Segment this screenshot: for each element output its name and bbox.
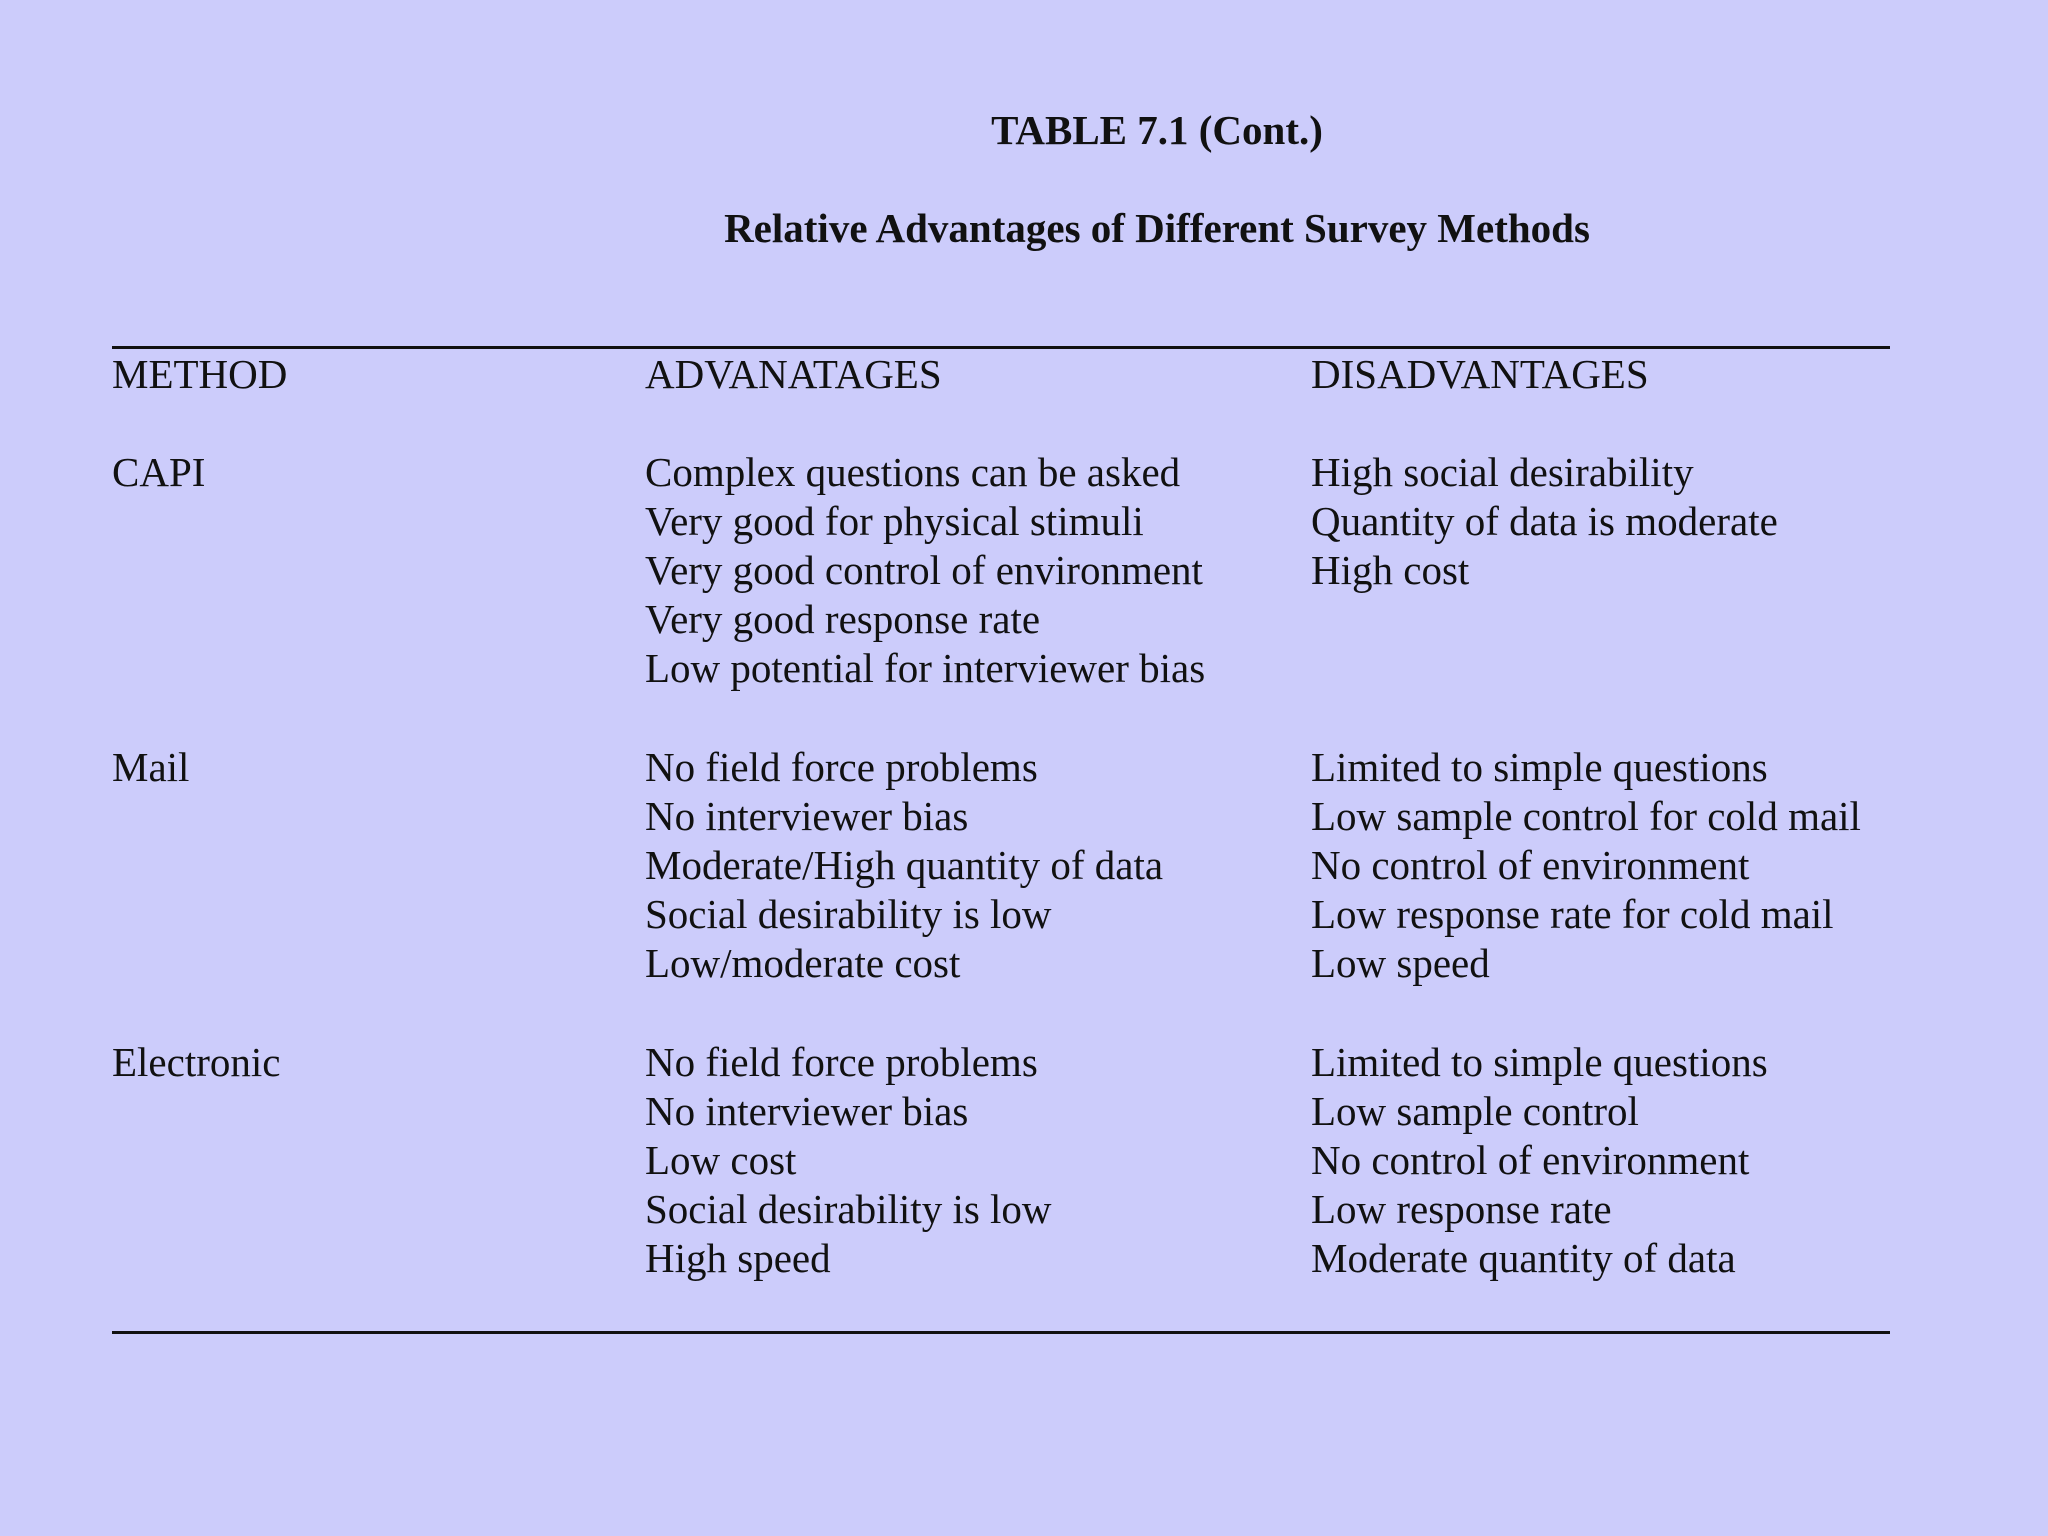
advantages-cell [645,743,1295,988]
disadvantage-item: No control of environment [1311,842,1750,888]
disadvantage-item: Low speed [1311,940,1490,986]
disadvantages-cell [1311,743,1951,988]
header-advantages: ADVANATAGES [645,351,942,397]
advantage-item: No field force problems [645,1039,1038,1085]
disadvantages-cell [1311,448,1951,595]
method-cell [112,743,632,792]
disadvantage-item: No control of environment [1311,1137,1750,1183]
table-header-row [112,350,1912,399]
disadvantage-item: Low sample control for cold mail [1311,793,1861,839]
advantage-item: Low cost [645,1137,797,1183]
method-name: Mail [112,744,190,790]
header-disadvantages: DISADVANTAGES [1311,351,1649,397]
advantages-cell [645,1038,1295,1283]
top-rule [112,346,1890,349]
advantage-item: No interviewer bias [645,793,969,839]
table-subtitle: Relative Advantages of Different Survey Methods [724,205,1590,251]
table-title: TABLE 7.1 (Cont.) [991,107,1323,153]
advantage-item: Low/moderate cost [645,940,961,986]
advantage-item: Very good response rate [645,596,1041,642]
bottom-rule [112,1331,1890,1334]
disadvantages-cell [1311,1038,1951,1283]
disadvantage-item: Low sample control [1311,1088,1639,1134]
advantage-item: Complex questions can be asked [645,449,1181,495]
advantage-item: Very good for physical stimuli [645,498,1144,544]
method-cell [112,1038,632,1087]
header-method: METHOD [112,351,288,397]
advantage-item: Moderate/High quantity of data [645,842,1164,888]
disadvantage-item: High cost [1311,547,1470,593]
advantage-item: Low potential for interviewer bias [645,645,1206,691]
advantage-item: Social desirability is low [645,891,1052,937]
advantage-item: Social desirability is low [645,1186,1052,1232]
advantages-cell [645,448,1295,693]
method-name: CAPI [112,449,206,495]
disadvantage-item: Limited to simple questions [1311,1039,1768,1085]
advantage-item: No interviewer bias [645,1088,969,1134]
advantage-item: High speed [645,1235,831,1281]
advantage-item: Very good control of environment [645,547,1203,593]
method-cell [112,448,632,497]
method-name: Electronic [112,1039,281,1085]
disadvantage-item: Limited to simple questions [1311,744,1768,790]
disadvantage-item: Low response rate [1311,1186,1612,1232]
disadvantage-item: Low response rate for cold mail [1311,891,1834,937]
disadvantage-item: High social desirability [1311,449,1694,495]
advantage-item: No field force problems [645,744,1038,790]
disadvantage-item: Quantity of data is moderate [1311,498,1778,544]
disadvantage-item: Moderate quantity of data [1311,1235,1736,1281]
